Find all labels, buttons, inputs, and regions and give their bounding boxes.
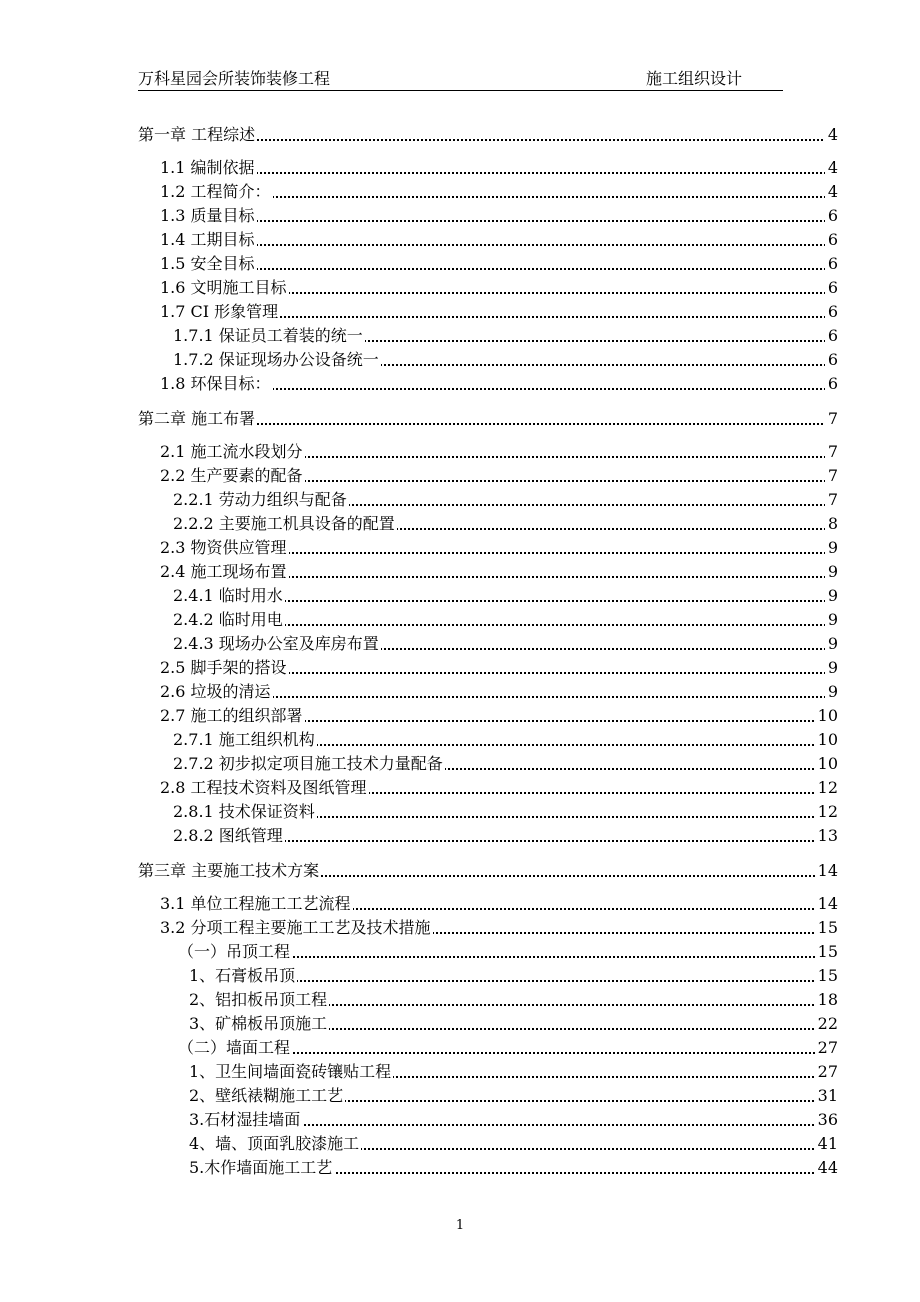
header-document-type: 施工组织设计 [646, 69, 743, 88]
toc-entry-title: 5.木作墙面施工工艺 [189, 1156, 334, 1180]
dot-leader [160, 246, 838, 270]
toc-entry-page-number: 9 [825, 536, 838, 560]
toc-entry-title: 2、壁纸裱糊施工工艺 [189, 1084, 345, 1108]
toc-entry-title: 第三章 主要施工技术方案 [138, 859, 321, 883]
toc-entry[interactable] [0, 1156, 920, 1180]
toc-entry-title: （二）墙面工程 [178, 1036, 292, 1060]
toc-entry-title: 1.7 CI 形象管理 [160, 300, 280, 324]
toc-entry-title: 2、铝扣板吊顶工程 [189, 988, 329, 1012]
toc-entry-page-number: 6 [825, 204, 838, 228]
toc-entry-title: 4、墙、顶面乳胶漆施工 [189, 1132, 361, 1156]
toc-entry[interactable] [0, 123, 920, 147]
toc-entry-title: 2.7.1 施工组织机构 [173, 728, 317, 752]
toc-entry-page-number: 9 [825, 560, 838, 584]
header-project-title: 万科星园会所装饰装修工程 [138, 69, 331, 88]
toc-entry-title: 2.2.1 劳动力组织与配备 [173, 488, 349, 512]
toc-entry-title: 第一章 工程综述 [138, 123, 257, 147]
toc-entry-title: 2.8 工程技术资料及图纸管理 [160, 776, 369, 800]
toc-entry-title: 1.2 工程简介： [160, 180, 273, 204]
toc-entry-title: 1.7.2 保证现场办公设备统一 [173, 348, 381, 372]
toc-entry-title: 1.7.1 保证员工着装的统一 [173, 324, 365, 348]
toc-entry-page-number: 12 [815, 800, 838, 824]
toc-entry-page-number: 9 [825, 608, 838, 632]
toc-entry-page-number: 6 [825, 252, 838, 276]
toc-entry-page-number: 10 [815, 704, 838, 728]
toc-entry-page-number: 6 [825, 300, 838, 324]
toc-entry-page-number: 9 [825, 656, 838, 680]
toc-entry-page-number: 44 [815, 1156, 838, 1180]
toc-entry-page-number: 7 [825, 440, 838, 464]
toc-entry-page-number: 15 [815, 916, 838, 940]
toc-entry-page-number: 9 [825, 584, 838, 608]
toc-entry-title: 2.4.2 临时用电 [173, 608, 285, 632]
toc-entry-page-number: 6 [825, 276, 838, 300]
toc-entry-title: 1.3 质量目标 [160, 204, 257, 228]
toc-entry-title: 3.1 单位工程施工工艺流程 [160, 892, 353, 916]
toc-entry-page-number: 22 [815, 1012, 838, 1036]
page-header [138, 66, 783, 91]
toc-entry-page-number: 36 [815, 1108, 838, 1132]
toc-entry-title: 1、卫生间墙面瓷砖镶贴工程 [189, 1060, 393, 1084]
toc-entry-title: 2.2 生产要素的配备 [160, 464, 305, 488]
toc-entry-title: 2.1 施工流水段划分 [160, 440, 305, 464]
toc-entry-title: 2.2.2 主要施工机具设备的配置 [173, 512, 397, 536]
dot-leader [160, 150, 838, 174]
toc-entry-title: 2.4 施工现场布置 [160, 560, 289, 584]
toc-entry-title: 3.2 分项工程主要施工工艺及技术措施 [160, 916, 433, 940]
toc-entry-page-number: 6 [825, 348, 838, 372]
toc-entry-page-number: 31 [815, 1084, 838, 1108]
toc-entry-title: 2.4.3 现场办公室及库房布置 [173, 632, 381, 656]
toc-entry-page-number: 7 [825, 488, 838, 512]
toc-entry[interactable] [0, 372, 920, 396]
toc-entry-page-number: 9 [825, 632, 838, 656]
toc-entry-page-number: 8 [825, 512, 838, 536]
toc-entry[interactable] [0, 859, 920, 883]
page-number: 1 [455, 1218, 465, 1233]
toc-entry-title: 2.8.1 技术保证资料 [173, 800, 317, 824]
toc-entry-page-number: 4 [825, 123, 838, 147]
toc-entry[interactable] [0, 824, 920, 848]
toc-entry-title: 2.6 垃圾的清运 [160, 680, 273, 704]
toc-entry-page-number: 18 [815, 988, 838, 1012]
toc-entry-title: 1.4 工期目标 [160, 228, 257, 252]
toc-entry-title: 2.3 物资供应管理 [160, 536, 289, 560]
toc-entry-title: 1.1 编制依据 [160, 156, 257, 180]
toc-entry-page-number: 7 [825, 464, 838, 488]
toc-entry-title: 2.7.2 初步拟定项目施工技术力量配备 [173, 752, 445, 776]
toc-entry-page-number: 4 [825, 156, 838, 180]
toc-entry-title: 1.8 环保目标： [160, 372, 273, 396]
toc-entry-page-number: 7 [825, 407, 838, 431]
toc-entry-page-number: 6 [825, 372, 838, 396]
dot-leader [160, 198, 838, 222]
toc-entry-page-number: 13 [815, 824, 838, 848]
toc-entry-title: 1、石膏板吊顶 [189, 964, 297, 988]
toc-entry-page-number: 27 [815, 1060, 838, 1084]
toc-entry-page-number: 27 [815, 1036, 838, 1060]
toc-entry-title: 2.4.1 临时用水 [173, 584, 285, 608]
toc-entry-title: 第二章 施工布署 [138, 407, 257, 431]
toc-entry-page-number: 41 [815, 1132, 838, 1156]
toc-entry-page-number: 6 [825, 228, 838, 252]
toc-entry-page-number: 10 [815, 728, 838, 752]
toc-entry-title: （一）吊顶工程 [178, 940, 292, 964]
toc-entry-page-number: 4 [825, 180, 838, 204]
toc-entry-page-number: 10 [815, 752, 838, 776]
toc-entry-title: 2.7 施工的组织部署 [160, 704, 305, 728]
toc-entry-title: 3、矿棉板吊顶施工 [189, 1012, 329, 1036]
toc-entry-title: 3.石材湿挂墙面 [189, 1108, 302, 1132]
toc-entry-page-number: 15 [815, 964, 838, 988]
toc-entry-title: 1.5 安全目标 [160, 252, 257, 276]
toc-entry-page-number: 14 [815, 859, 838, 883]
toc-entry-title: 1.6 文明施工目标 [160, 276, 289, 300]
toc-entry-page-number: 12 [815, 776, 838, 800]
toc-entry-page-number: 9 [825, 680, 838, 704]
toc-entry-page-number: 15 [815, 940, 838, 964]
toc-entry-title: 2.5 脚手架的搭设 [160, 656, 289, 680]
toc-entry-page-number: 14 [815, 892, 838, 916]
toc-entry-page-number: 6 [825, 324, 838, 348]
dot-leader [160, 222, 838, 246]
toc-entry-title: 2.8.2 图纸管理 [173, 824, 285, 848]
toc-entry[interactable] [0, 407, 920, 431]
